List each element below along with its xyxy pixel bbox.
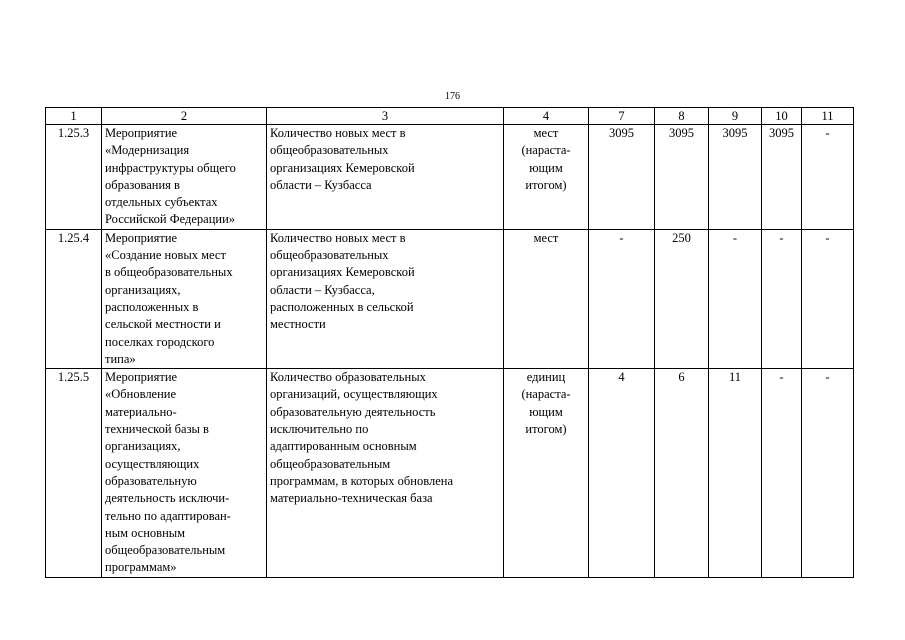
indicator-cell: Количество новых мест в общеобразовательных организациях Кемеровской области – Кузбасса, расположенных в сельской местности	[267, 229, 504, 368]
row-number: 1.25.4	[46, 229, 102, 368]
value-cell-10: 3095	[762, 125, 802, 230]
column-header: 11	[802, 108, 854, 125]
unit-cell: мест (нараста- ющим итогом)	[504, 125, 589, 230]
page-number: 176	[445, 91, 460, 102]
row-number: 1.25.3	[46, 125, 102, 230]
indicator-cell: Количество новых мест в общеобразовательных организациях Кемеровской области – Кузбасса	[267, 125, 504, 230]
value-cell-7: -	[589, 229, 655, 368]
column-header: 2	[102, 108, 267, 125]
column-header: 3	[267, 108, 504, 125]
value-cell-7: 3095	[589, 125, 655, 230]
row-number: 1.25.5	[46, 369, 102, 578]
value-cell-8: 3095	[655, 125, 709, 230]
value-cell-9: 3095	[709, 125, 762, 230]
value-cell-11: -	[802, 369, 854, 578]
column-header: 7	[589, 108, 655, 125]
value-cell-8: 250	[655, 229, 709, 368]
indicators-table	[45, 107, 854, 578]
table-row	[46, 369, 854, 578]
value-cell-9: 11	[709, 369, 762, 578]
value-cell-11: -	[802, 229, 854, 368]
value-cell-10: -	[762, 229, 802, 368]
column-header: 10	[762, 108, 802, 125]
value-cell-8: 6	[655, 369, 709, 578]
activity-cell: Мероприятие «Модернизация инфраструктуры общего образования в отдельных субъектах Российской Федерации»	[102, 125, 267, 230]
indicator-cell: Количество образовательных организаций, осуществляющих образовательную деятельность исключительно по адаптированным основным общеобразовательным программам, в которых обновлена материально-техническая база	[267, 369, 504, 578]
table-row	[46, 229, 854, 368]
column-header: 8	[655, 108, 709, 125]
table-header-row	[46, 108, 854, 125]
column-header: 9	[709, 108, 762, 125]
unit-cell: единиц (нараста- ющим итогом)	[504, 369, 589, 578]
column-header: 1	[46, 108, 102, 125]
activity-cell: Мероприятие «Создание новых мест в общеобразовательных организациях, расположенных в сельской местности и поселках городского типа»	[102, 229, 267, 368]
activity-cell: Мероприятие «Обновление материально- технической базы в организациях, осуществляющих образовательную деятельность исключи- тельно по адаптирован- ным основным общеобразовательным программам»	[102, 369, 267, 578]
value-cell-7: 4	[589, 369, 655, 578]
table-row	[46, 125, 854, 230]
value-cell-10: -	[762, 369, 802, 578]
value-cell-9: -	[709, 229, 762, 368]
unit-cell: мест	[504, 229, 589, 368]
value-cell-11: -	[802, 125, 854, 230]
column-header: 4	[504, 108, 589, 125]
